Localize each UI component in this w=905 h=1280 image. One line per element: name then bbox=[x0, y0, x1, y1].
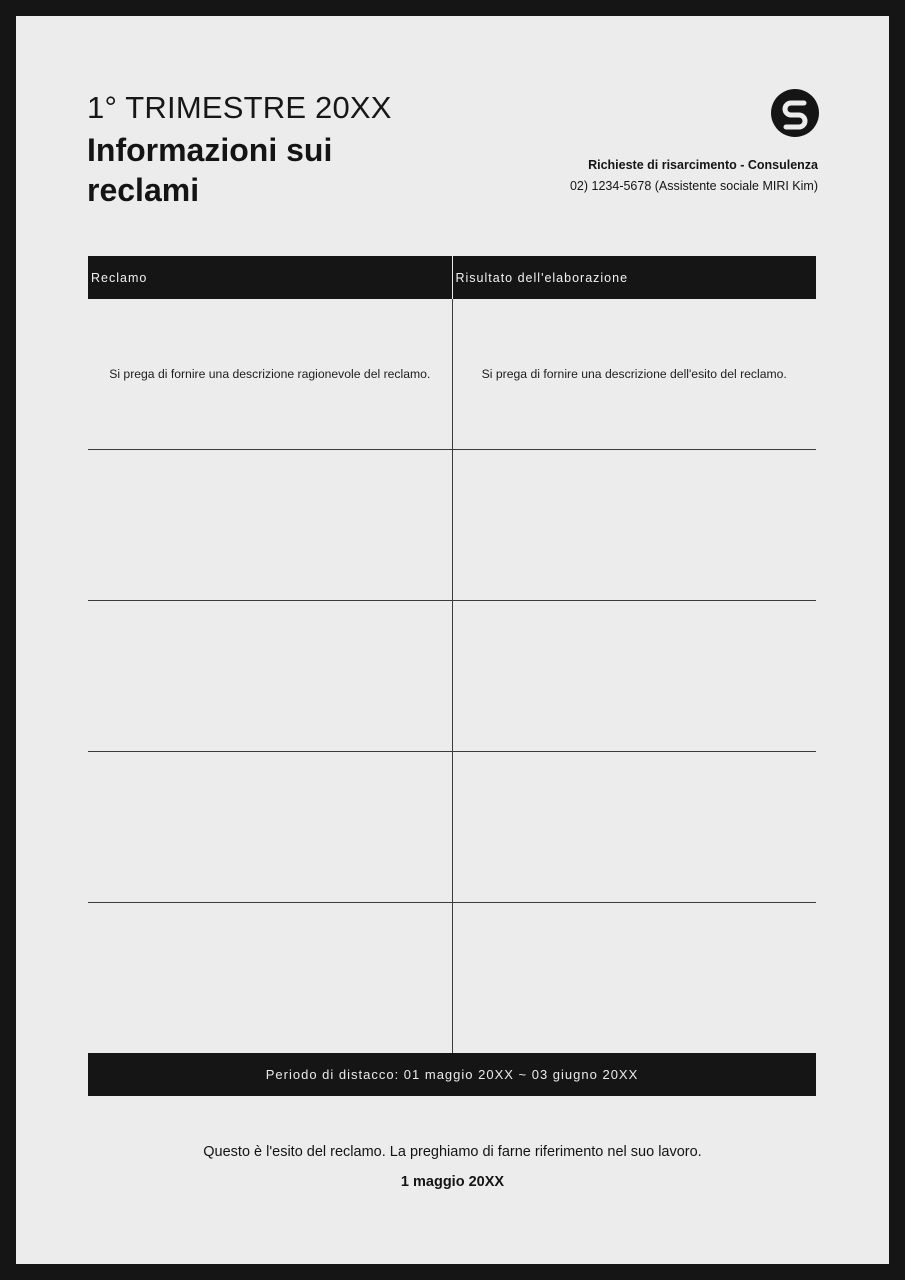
complaint-cell[interactable]: Si prega di fornire una descrizione ragionevole del reclamo. bbox=[109, 367, 431, 381]
complaint-cell[interactable] bbox=[88, 752, 452, 902]
page-title: Informazioni sui reclami bbox=[87, 132, 333, 208]
column-header-complaint: Reclamo bbox=[91, 270, 148, 285]
s-logo-icon bbox=[771, 89, 819, 137]
table-row bbox=[88, 601, 816, 752]
result-cell[interactable] bbox=[452, 752, 817, 902]
table-row bbox=[88, 450, 816, 601]
complaints-table bbox=[88, 256, 816, 1096]
column-header-result: Risultato dell'elaborazione bbox=[452, 256, 817, 299]
result-cell[interactable] bbox=[452, 601, 817, 751]
table-header bbox=[88, 256, 816, 299]
table-row bbox=[88, 903, 816, 1053]
complaint-cell[interactable] bbox=[88, 601, 452, 751]
footer-note: Questo è l'esito del reclamo. La preghiamo di farne riferimento nel suo lavoro. bbox=[203, 1144, 702, 1160]
complaint-cell[interactable] bbox=[88, 903, 452, 1053]
contact-phone: 02) 1234-5678 (Assistente sociale MIRI Kim) bbox=[569, 179, 818, 193]
result-cell[interactable]: Si prega di fornire una descrizione dell'esito del reclamo. bbox=[452, 299, 817, 449]
quarter-label: 1° TRIMESTRE 20XX bbox=[87, 90, 392, 125]
result-cell[interactable] bbox=[452, 450, 817, 600]
contact-title: Richieste di risarcimento - Consulenza bbox=[588, 158, 818, 172]
result-cell[interactable] bbox=[452, 903, 817, 1053]
complaint-cell[interactable] bbox=[88, 450, 452, 600]
period-bar: Periodo di distacco: 01 maggio 20XX ~ 03 giugno 20XX bbox=[88, 1053, 816, 1096]
table-row bbox=[88, 299, 816, 450]
table-row bbox=[88, 752, 816, 903]
document-sheet bbox=[16, 16, 889, 1264]
footer-date: 1 maggio 20XX bbox=[400, 1174, 505, 1190]
table-body bbox=[88, 299, 816, 1053]
